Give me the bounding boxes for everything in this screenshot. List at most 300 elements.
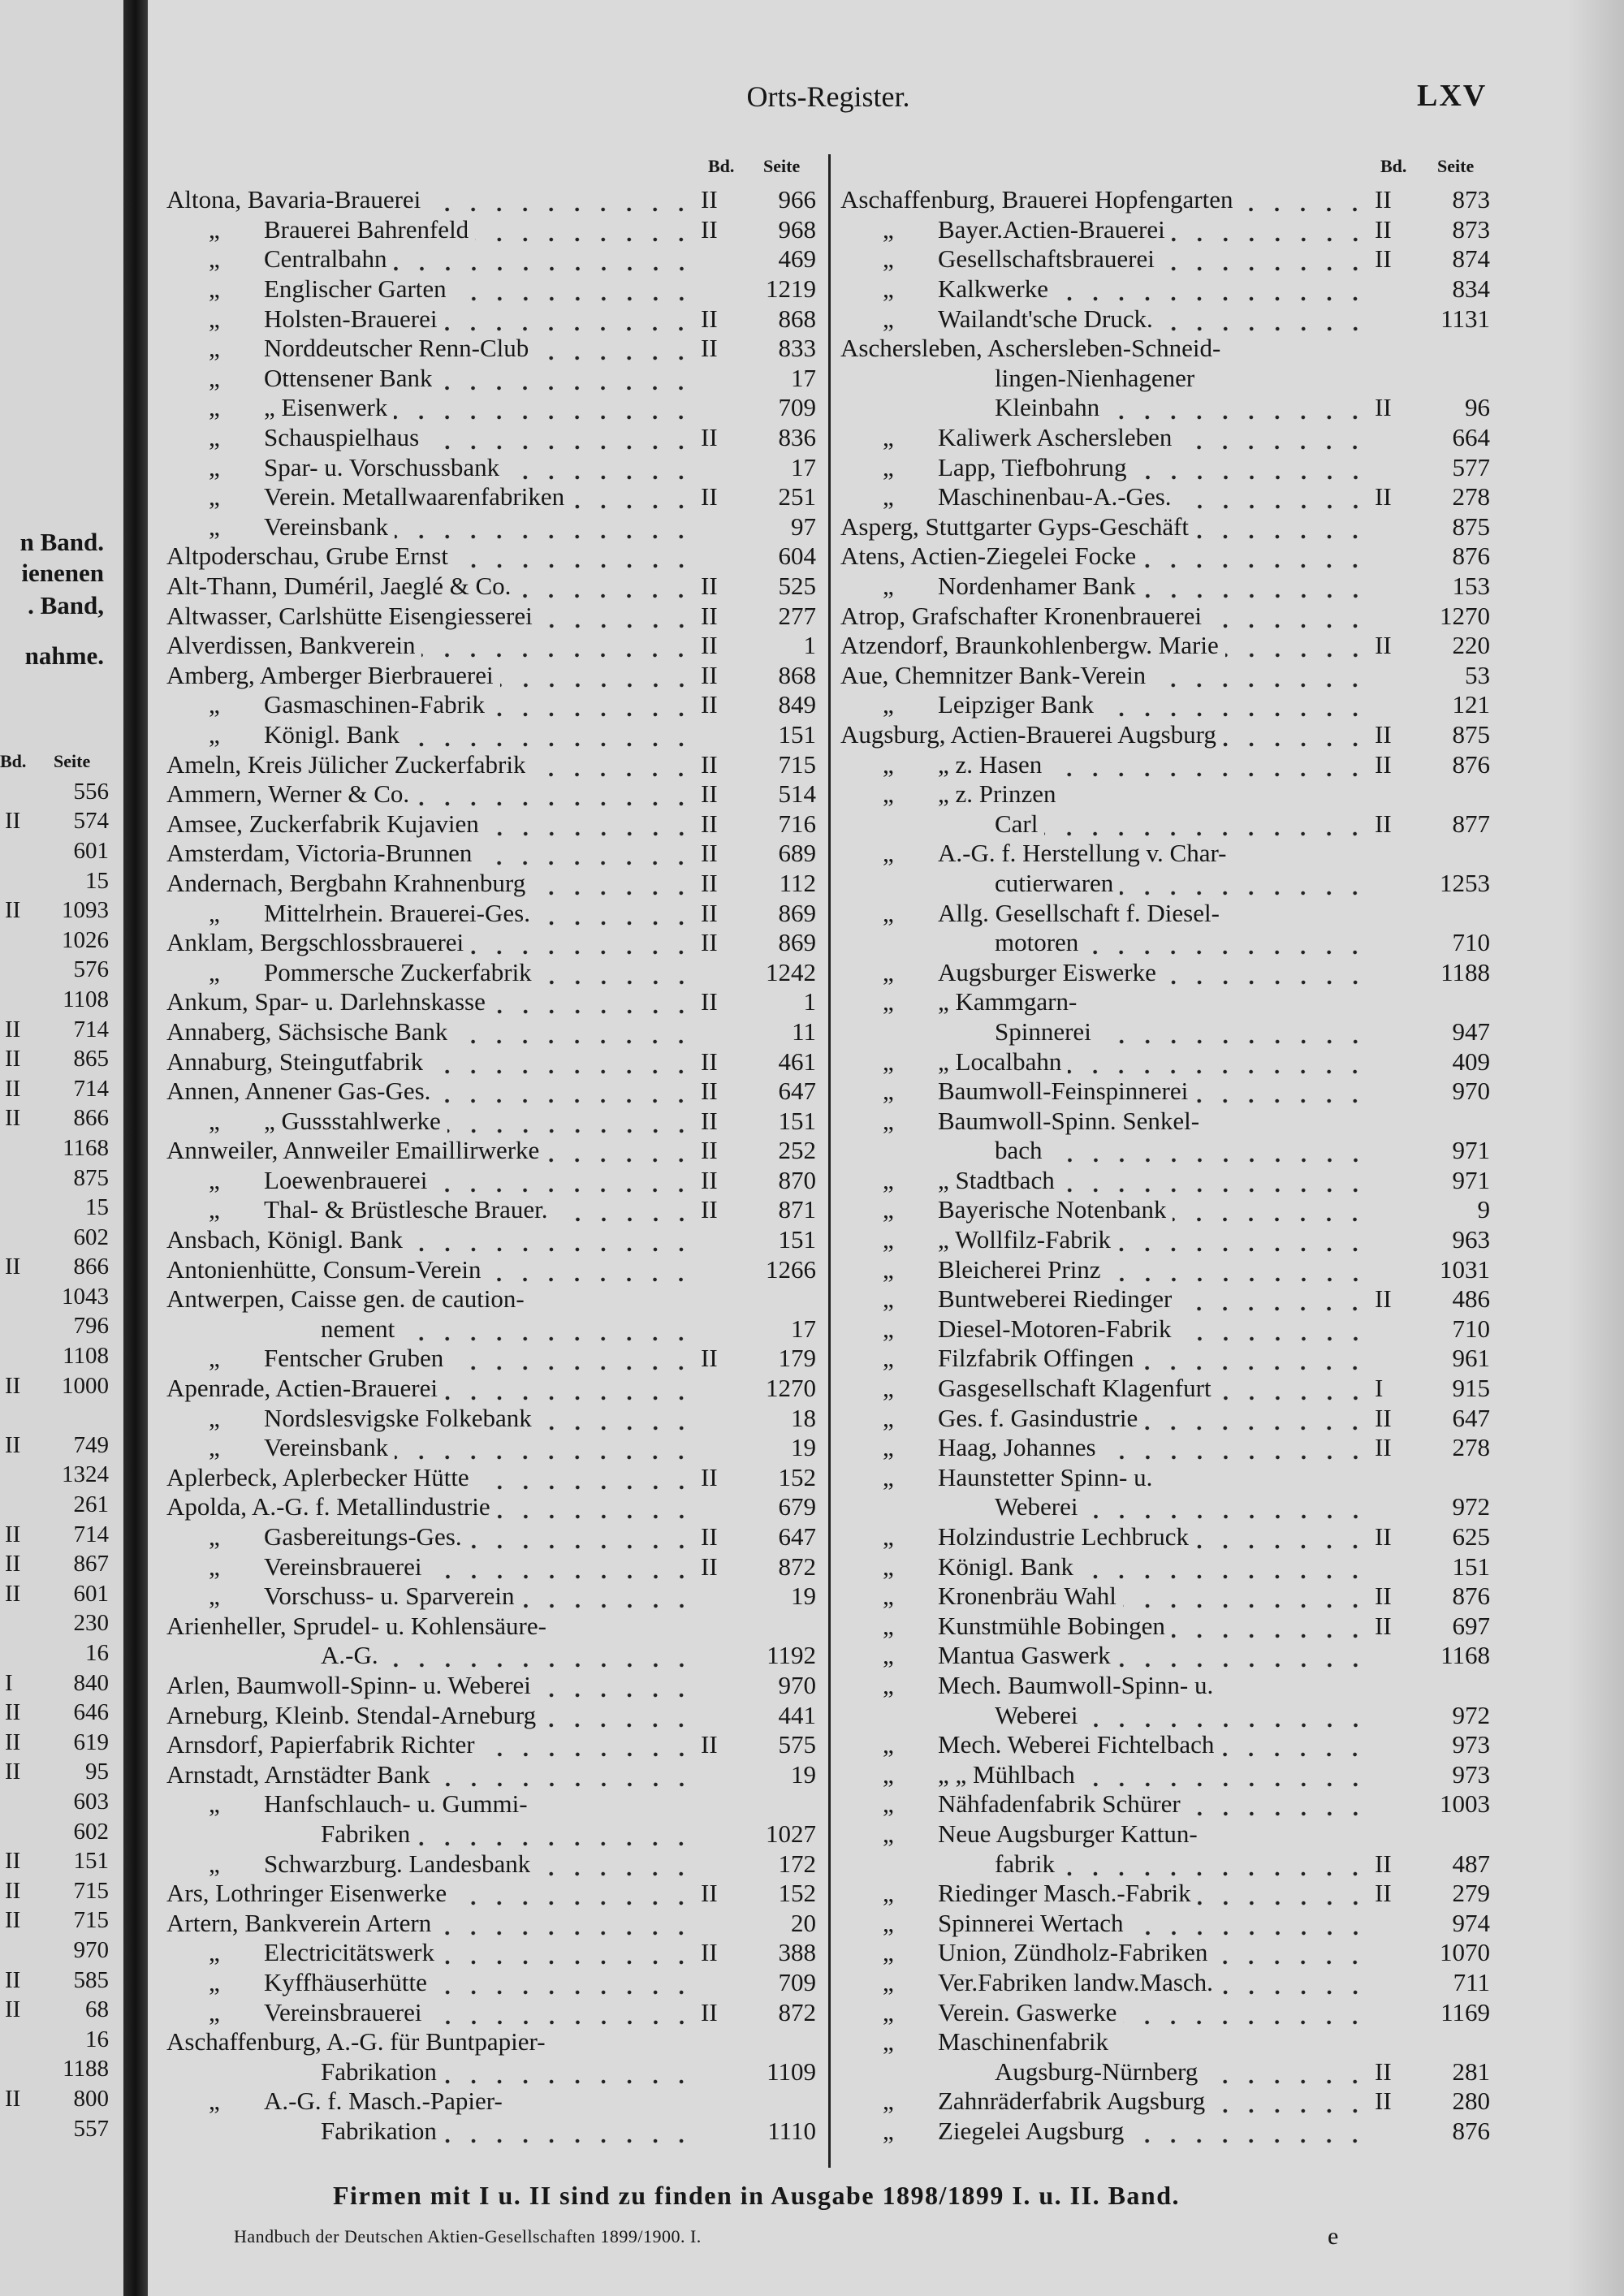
- prev-entry-page: 601: [73, 837, 109, 864]
- entry-name: Carl: [995, 809, 1039, 838]
- entry-name: Ars, Lothringer Eisenwerke: [166, 1879, 447, 1908]
- index-entry: [166, 512, 816, 542]
- entry-name: Atrop, Grafschafter Kronenbrauerei: [840, 601, 1202, 630]
- index-entry: [840, 1938, 1490, 1968]
- entry-name: Schwarzburg. Landesbank: [264, 1849, 531, 1878]
- page-title: Orts-Register.: [746, 80, 910, 113]
- index-entry: [166, 1492, 816, 1522]
- entry-page: 716: [778, 809, 816, 838]
- entry-page: 1003: [1440, 1789, 1490, 1819]
- leader-dots: [1178, 1287, 1368, 1311]
- index-entry: [840, 1225, 1490, 1255]
- prev-entry: [0, 1728, 109, 1758]
- index-entry: [840, 244, 1490, 274]
- entry-volume: II: [701, 928, 718, 957]
- entry-name: Nähfadenfabrik Schürer: [938, 1789, 1181, 1819]
- leader-dots: [434, 1970, 694, 1995]
- prev-entry: [0, 807, 109, 837]
- entry-volume: II: [1375, 244, 1392, 274]
- entry-volume: II: [1375, 1403, 1392, 1432]
- ditto-mark: „: [883, 898, 894, 927]
- index-entry: [166, 1730, 816, 1760]
- ditto-mark: „: [209, 482, 220, 511]
- leader-dots: [537, 1852, 694, 1876]
- entry-page: 1027: [766, 1819, 816, 1848]
- entry-page: 972: [1452, 1700, 1490, 1729]
- index-entry: [166, 1166, 816, 1196]
- entry-name: Gasgesellschaft Klagenfurt: [938, 1374, 1212, 1403]
- ditto-mark: „: [209, 363, 220, 392]
- index-entry: [166, 2056, 816, 2087]
- leader-dots: [1083, 990, 1368, 1014]
- index-entry: [166, 1849, 816, 1879]
- index-entry: [166, 1582, 816, 1612]
- entry-volume: II: [1375, 214, 1392, 244]
- index-entry: [840, 1849, 1490, 1879]
- entry-name: Ver.Fabriken landw.Masch.: [938, 1967, 1213, 1996]
- index-entry: [840, 2027, 1490, 2057]
- index-entry: [166, 185, 816, 215]
- index-entry: [166, 690, 816, 720]
- prev-entry-volume: II: [5, 1877, 21, 1904]
- entry-page: 19: [791, 1433, 816, 1462]
- index-entry: [840, 274, 1490, 304]
- index-entry: [840, 215, 1490, 245]
- entry-page: 973: [1452, 1730, 1490, 1759]
- entry-name: Loewenbrauerei: [264, 1165, 428, 1194]
- ditto-mark: „: [883, 1254, 894, 1284]
- leader-dots: [438, 366, 694, 391]
- entry-name: Schauspielhaus: [264, 423, 420, 452]
- entry-page: 1168: [1440, 1641, 1490, 1670]
- index-entry: [166, 393, 816, 423]
- ditto-mark: „: [883, 304, 894, 333]
- ditto-mark: „: [883, 1374, 894, 1403]
- entry-page: 875: [1452, 511, 1490, 541]
- ditto-mark: „: [883, 1047, 894, 1076]
- leader-dots: [1106, 395, 1368, 420]
- entry-page: 710: [1452, 928, 1490, 957]
- entry-name: Fabrikation: [321, 2056, 437, 2086]
- entry-name: Haunstetter Spinn- u.: [938, 1462, 1153, 1491]
- entry-page: 915: [1452, 1374, 1490, 1403]
- entry-name: Mittelrhein. Brauerei-Ges.: [264, 898, 530, 927]
- entry-volume: II: [701, 185, 718, 214]
- prev-entry-volume: II: [5, 1016, 21, 1042]
- entry-name: Mantua Gaswerk: [938, 1641, 1111, 1670]
- entry-name: Alt-Thann, Duméril, Jaeglé & Co.: [166, 572, 512, 601]
- leader-dots: [1048, 753, 1368, 777]
- index-entry: [840, 542, 1490, 572]
- leader-dots: [531, 1287, 694, 1311]
- ditto-mark: „: [883, 749, 894, 779]
- entry-name: Baumwoll-Feinspinnerei: [938, 1077, 1189, 1106]
- index-entry: [166, 839, 816, 869]
- entry-page: 697: [1452, 1611, 1490, 1640]
- entry-name: Apenrade, Actien-Brauerei: [166, 1374, 438, 1403]
- entry-name: Ankum, Spar- u. Darlehnskasse: [166, 987, 486, 1016]
- ditto-mark: „: [209, 1344, 220, 1373]
- prev-entry-page: 68: [85, 1996, 109, 2023]
- prev-entry-volume: II: [5, 897, 21, 924]
- entry-page: 715: [778, 749, 816, 779]
- ditto-mark: „: [883, 1879, 894, 1908]
- prev-entry-volume: II: [5, 1046, 21, 1072]
- ditto-mark: „: [883, 1344, 894, 1373]
- entry-name: Vereinsbank: [264, 511, 389, 541]
- ditto-mark: „: [883, 1284, 894, 1314]
- prev-entry: [0, 1846, 109, 1876]
- entry-name: Arlen, Baumwoll-Spinn- u. Weberei: [166, 1670, 531, 1699]
- entry-name: Holzindustrie Lechbruck: [938, 1522, 1190, 1552]
- prev-entry-volume: II: [5, 1907, 21, 1934]
- entry-page: 875: [1452, 719, 1490, 749]
- prev-entry: [0, 956, 109, 986]
- prev-entry-page: 1108: [63, 986, 109, 1012]
- prev-entry: [0, 1549, 109, 1579]
- leader-dots: [434, 1168, 694, 1193]
- entry-name: Spinnerei: [995, 1016, 1091, 1046]
- entry-page: 20: [791, 1908, 816, 1937]
- prev-heading: ienenen: [21, 559, 104, 587]
- entry-volume: II: [1375, 185, 1392, 214]
- ditto-mark: „: [883, 957, 894, 986]
- index-entry: [840, 1522, 1490, 1552]
- entry-page: 1: [803, 631, 816, 660]
- prev-entry-page: 230: [73, 1610, 109, 1637]
- leader-dots: [539, 604, 694, 628]
- entry-name: Filzfabrik Offingen: [938, 1344, 1134, 1373]
- entry-page: 876: [1452, 2116, 1490, 2145]
- entry-name: Fentscher Gruben: [264, 1344, 444, 1373]
- leader-dots: [450, 1346, 694, 1370]
- entry-volume: II: [701, 1730, 718, 1759]
- ditto-mark: „: [883, 1433, 894, 1462]
- entry-name: Nordslesvigske Folkebank: [264, 1403, 532, 1432]
- entry-page: 1270: [766, 1374, 816, 1403]
- entry-page: 869: [778, 928, 816, 957]
- entry-page: 968: [778, 214, 816, 244]
- entry-page: 833: [778, 334, 816, 363]
- entry-name: Alverdissen, Bankverein: [166, 631, 416, 660]
- entry-name: Arnstadt, Arnstädter Bank: [166, 1759, 430, 1789]
- prev-entry: [0, 777, 109, 807]
- leader-dots: [406, 723, 694, 747]
- entry-name: Gasmaschinen-Fabrik: [264, 690, 486, 719]
- entry-name: Haag, Johannes: [938, 1433, 1096, 1462]
- entry-page: 152: [778, 1462, 816, 1491]
- ditto-mark: „: [209, 898, 220, 927]
- entry-page: 112: [779, 868, 816, 897]
- leader-dots: [1218, 1376, 1368, 1400]
- entry-volume: II: [701, 631, 718, 660]
- leader-dots: [1172, 218, 1368, 242]
- index-entry: [166, 1552, 816, 1582]
- ditto-mark: „: [883, 214, 894, 244]
- prev-entry-page: 1026: [62, 926, 109, 953]
- index-entry: [840, 749, 1490, 779]
- leader-dots: [1178, 1317, 1368, 1341]
- entry-name: Baumwoll-Spinn. Senkel-: [938, 1106, 1200, 1135]
- index-entry: [166, 1879, 816, 1909]
- entry-page: 151: [778, 1106, 816, 1135]
- entry-volume: II: [701, 334, 718, 363]
- leader-dots: [455, 544, 694, 568]
- entry-page: 870: [778, 1165, 816, 1194]
- entry-volume: II: [701, 809, 718, 838]
- prev-entry-page: 715: [73, 1877, 109, 1904]
- prev-entry-page: 866: [73, 1254, 109, 1280]
- leader-dots: [538, 960, 694, 985]
- entry-page: 647: [778, 1522, 816, 1552]
- prev-entry-page: 601: [73, 1580, 109, 1607]
- page-edge-shadow: [1567, 0, 1624, 2296]
- entry-volume: II: [701, 690, 718, 719]
- index-entry: [840, 1254, 1490, 1284]
- entry-name: Vereinsbrauerei: [264, 1997, 422, 2026]
- entry-volume: II: [701, 839, 718, 868]
- index-entry: [166, 244, 816, 274]
- prev-entry-volume: II: [5, 808, 21, 835]
- prev-entry-volume: II: [5, 1728, 21, 1755]
- entry-name: „ Gussstahlwerke: [264, 1106, 441, 1135]
- leader-dots: [538, 1673, 694, 1698]
- entry-page: 461: [778, 1047, 816, 1076]
- entry-name: Buntweberei Riedinger: [938, 1284, 1173, 1314]
- entry-page: 1031: [1440, 1254, 1490, 1284]
- entry-page: 647: [1452, 1403, 1490, 1432]
- entry-name: A.-G. f. Herstellung v. Char-: [938, 839, 1227, 868]
- entry-name: Augsburger Eiswerke: [938, 957, 1156, 986]
- entry-page: 1109: [767, 2056, 816, 2086]
- ditto-mark: „: [209, 1967, 220, 1996]
- leader-dots: [1134, 455, 1369, 480]
- leader-dots: [1152, 663, 1368, 688]
- ditto-mark: „: [883, 482, 894, 511]
- entry-page: 409: [1452, 1047, 1490, 1076]
- index-entry: [166, 542, 816, 572]
- entry-page: 17: [791, 363, 816, 392]
- leader-dots: [1130, 1911, 1369, 1936]
- entry-volume: II: [701, 660, 718, 689]
- ditto-mark: „: [883, 1552, 894, 1581]
- entry-page: 973: [1452, 1759, 1490, 1789]
- entry-volume: II: [701, 779, 718, 809]
- prev-entry-volume: II: [5, 1580, 21, 1607]
- index-entry: [166, 1789, 816, 1819]
- entry-volume: II: [701, 1938, 718, 1967]
- entry-name: Diesel-Motoren-Fabrik: [938, 1314, 1172, 1343]
- entry-page: 469: [778, 244, 816, 274]
- index-entry: [840, 1166, 1490, 1196]
- prev-entry: [0, 1253, 109, 1283]
- leader-dots: [1062, 782, 1368, 806]
- entry-name: Thal- & Brüstlesche Brauer.: [264, 1195, 548, 1224]
- ditto-mark: „: [209, 1433, 220, 1462]
- prev-col-bd: Bd.: [0, 751, 27, 771]
- entry-volume: II: [701, 987, 718, 1016]
- entry-name: Gasbereitungs-Ges.: [264, 1522, 462, 1552]
- leader-dots: [571, 485, 694, 509]
- entry-volume: II: [701, 214, 718, 244]
- leader-dots: [532, 753, 694, 777]
- prev-entry-page: 1324: [62, 1461, 109, 1488]
- ditto-mark: „: [883, 1165, 894, 1194]
- index-entry: [166, 572, 816, 602]
- entry-name: Arienheller, Sprudel- u. Kohlensäure-: [166, 1611, 546, 1640]
- entry-page: 17: [791, 1314, 816, 1343]
- entry-name: Weberei: [995, 1700, 1078, 1729]
- previous-page-fragment: [0, 0, 123, 2296]
- leader-dots: [532, 871, 694, 896]
- leader-dots: [1103, 1435, 1368, 1460]
- prev-entry-volume: II: [5, 1759, 21, 1785]
- entry-name: Bayerische Notenbank: [938, 1195, 1167, 1224]
- entry-volume: II: [701, 601, 718, 630]
- leader-dots: [1108, 1258, 1368, 1282]
- ditto-mark: „: [883, 1462, 894, 1491]
- entry-page: 121: [1452, 690, 1490, 719]
- footer-note: Firmen mit I u. II sind zu finden in Ausgabe 1898/1899 I. u. II. Band.: [333, 2181, 1180, 2210]
- index-entry: [840, 452, 1490, 482]
- entry-volume: II: [1375, 482, 1392, 511]
- prev-entry: [0, 1133, 109, 1163]
- ditto-mark: „: [209, 511, 220, 541]
- leader-dots: [425, 425, 694, 450]
- entry-page: 872: [778, 1552, 816, 1581]
- index-entry: [166, 779, 816, 809]
- leader-dots: [552, 2030, 694, 2054]
- entry-page: 575: [778, 1730, 816, 1759]
- leader-dots: [1049, 1138, 1368, 1163]
- leader-dots: [1115, 2030, 1368, 2054]
- prev-entry: [0, 1638, 109, 1668]
- index-entry: [166, 928, 816, 958]
- leader-dots: [1098, 1020, 1368, 1044]
- ditto-mark: „: [209, 452, 220, 481]
- entry-name: Fabriken: [321, 1819, 411, 1848]
- ditto-mark: „: [209, 690, 220, 719]
- leader-dots: [1120, 871, 1368, 896]
- leader-dots: [1227, 336, 1368, 360]
- ditto-mark: „: [883, 1967, 894, 1996]
- entry-name: Ammern, Werner & Co.: [166, 779, 410, 809]
- prev-entry-page: 95: [85, 1759, 109, 1785]
- index-entry: [166, 1374, 816, 1404]
- ditto-mark: „: [209, 423, 220, 452]
- ditto-mark: „: [209, 1997, 220, 2026]
- entry-name: Antwerpen, Caisse gen. de caution-: [166, 1284, 525, 1314]
- entry-name: Mech. Baumwoll-Spinn- u.: [938, 1670, 1214, 1699]
- index-entry: [840, 1612, 1490, 1642]
- entry-volume: I: [1375, 1374, 1384, 1403]
- entry-page: 151: [778, 719, 816, 749]
- entry-name: Maschinenfabrik: [938, 2027, 1109, 2056]
- leader-dots: [1140, 1346, 1368, 1370]
- entry-name: bach: [995, 1136, 1043, 1165]
- ditto-mark: „: [209, 1522, 220, 1552]
- entry-name: Amsee, Zuckerfabrik Kujavien: [166, 809, 479, 838]
- entry-page: 1253: [1440, 868, 1490, 897]
- leader-dots: [1055, 277, 1368, 301]
- entry-name: cutierwaren: [995, 868, 1114, 897]
- leader-dots: [1159, 1465, 1368, 1490]
- ditto-mark: „: [209, 1582, 220, 1611]
- entry-name: Königl. Bank: [938, 1552, 1074, 1581]
- ditto-mark: „: [883, 1670, 894, 1699]
- entry-name: „ „ Mühlbach: [938, 1759, 1075, 1789]
- index-entry: [166, 1017, 816, 1047]
- entry-name: lingen-Nienhagener: [995, 363, 1195, 392]
- prev-entry-page: 714: [73, 1075, 109, 1102]
- prev-entry: [0, 1698, 109, 1728]
- index-entry: [166, 1106, 816, 1136]
- entry-page: 151: [778, 1225, 816, 1254]
- book-binding: [123, 0, 148, 2296]
- prev-entry: [0, 1044, 109, 1074]
- entry-name: Electricitätswerk: [264, 1938, 435, 1967]
- index-entry: [840, 2056, 1490, 2087]
- ditto-mark: „: [883, 1582, 894, 1611]
- entry-page: 961: [1452, 1344, 1490, 1373]
- ditto-mark: „: [883, 1195, 894, 1224]
- entry-name: Norddeutscher Renn-Club: [264, 334, 529, 363]
- ditto-mark: „: [883, 1077, 894, 1106]
- entry-page: 970: [1452, 1077, 1490, 1106]
- index-entry: [840, 869, 1490, 899]
- index-entry: [166, 720, 816, 750]
- prev-entry: [0, 1431, 109, 1461]
- right-col-bd-header: Bd.: [1380, 156, 1407, 176]
- prev-entry: [0, 1579, 109, 1609]
- leader-dots: [454, 1020, 694, 1044]
- entry-name: Vorschuss- u. Sparverein: [264, 1582, 515, 1611]
- entry-page: 868: [778, 304, 816, 333]
- entry-volume: II: [701, 1522, 718, 1552]
- entry-page: 947: [1452, 1016, 1490, 1046]
- entry-name: Verein. Metallwaarenfabriken: [264, 482, 565, 511]
- leader-dots: [447, 1109, 694, 1133]
- index-entry: [840, 809, 1490, 839]
- ditto-mark: „: [883, 1730, 894, 1759]
- prev-entry: [0, 1371, 109, 1401]
- index-entry: [166, 334, 816, 364]
- entry-name: „ Eisenwerk: [264, 393, 388, 422]
- entry-name: Zahnräderfabrik Augsburg: [938, 2087, 1206, 2116]
- entry-page: 1131: [1440, 304, 1490, 333]
- leader-dots: [1178, 425, 1368, 450]
- page-number: LXV: [1417, 79, 1488, 113]
- entry-name: Kyffhäuserhütte: [264, 1967, 427, 1996]
- index-entry: [840, 1730, 1490, 1760]
- prev-entry-page: 602: [73, 1224, 109, 1250]
- entry-volume: II: [701, 898, 718, 927]
- entry-page: 153: [1452, 572, 1490, 601]
- entry-name: Leipziger Bank: [938, 690, 1094, 719]
- entry-volume: II: [1375, 1522, 1392, 1552]
- index-entry: [166, 1403, 816, 1433]
- leader-dots: [500, 663, 694, 688]
- signature-mark: e: [1328, 2223, 1339, 2250]
- prev-entry-page: 585: [73, 1966, 109, 1993]
- entry-name: Maschinenbau-A.-Ges.: [938, 482, 1172, 511]
- index-entry: [166, 1463, 816, 1493]
- entry-volume: II: [701, 572, 718, 601]
- entry-name: Kronenbräu Wahl: [938, 1582, 1116, 1611]
- entry-name: Kaliwerk Aschersleben: [938, 423, 1173, 452]
- prev-entry: [0, 2025, 109, 2055]
- entry-page: 647: [778, 1077, 816, 1106]
